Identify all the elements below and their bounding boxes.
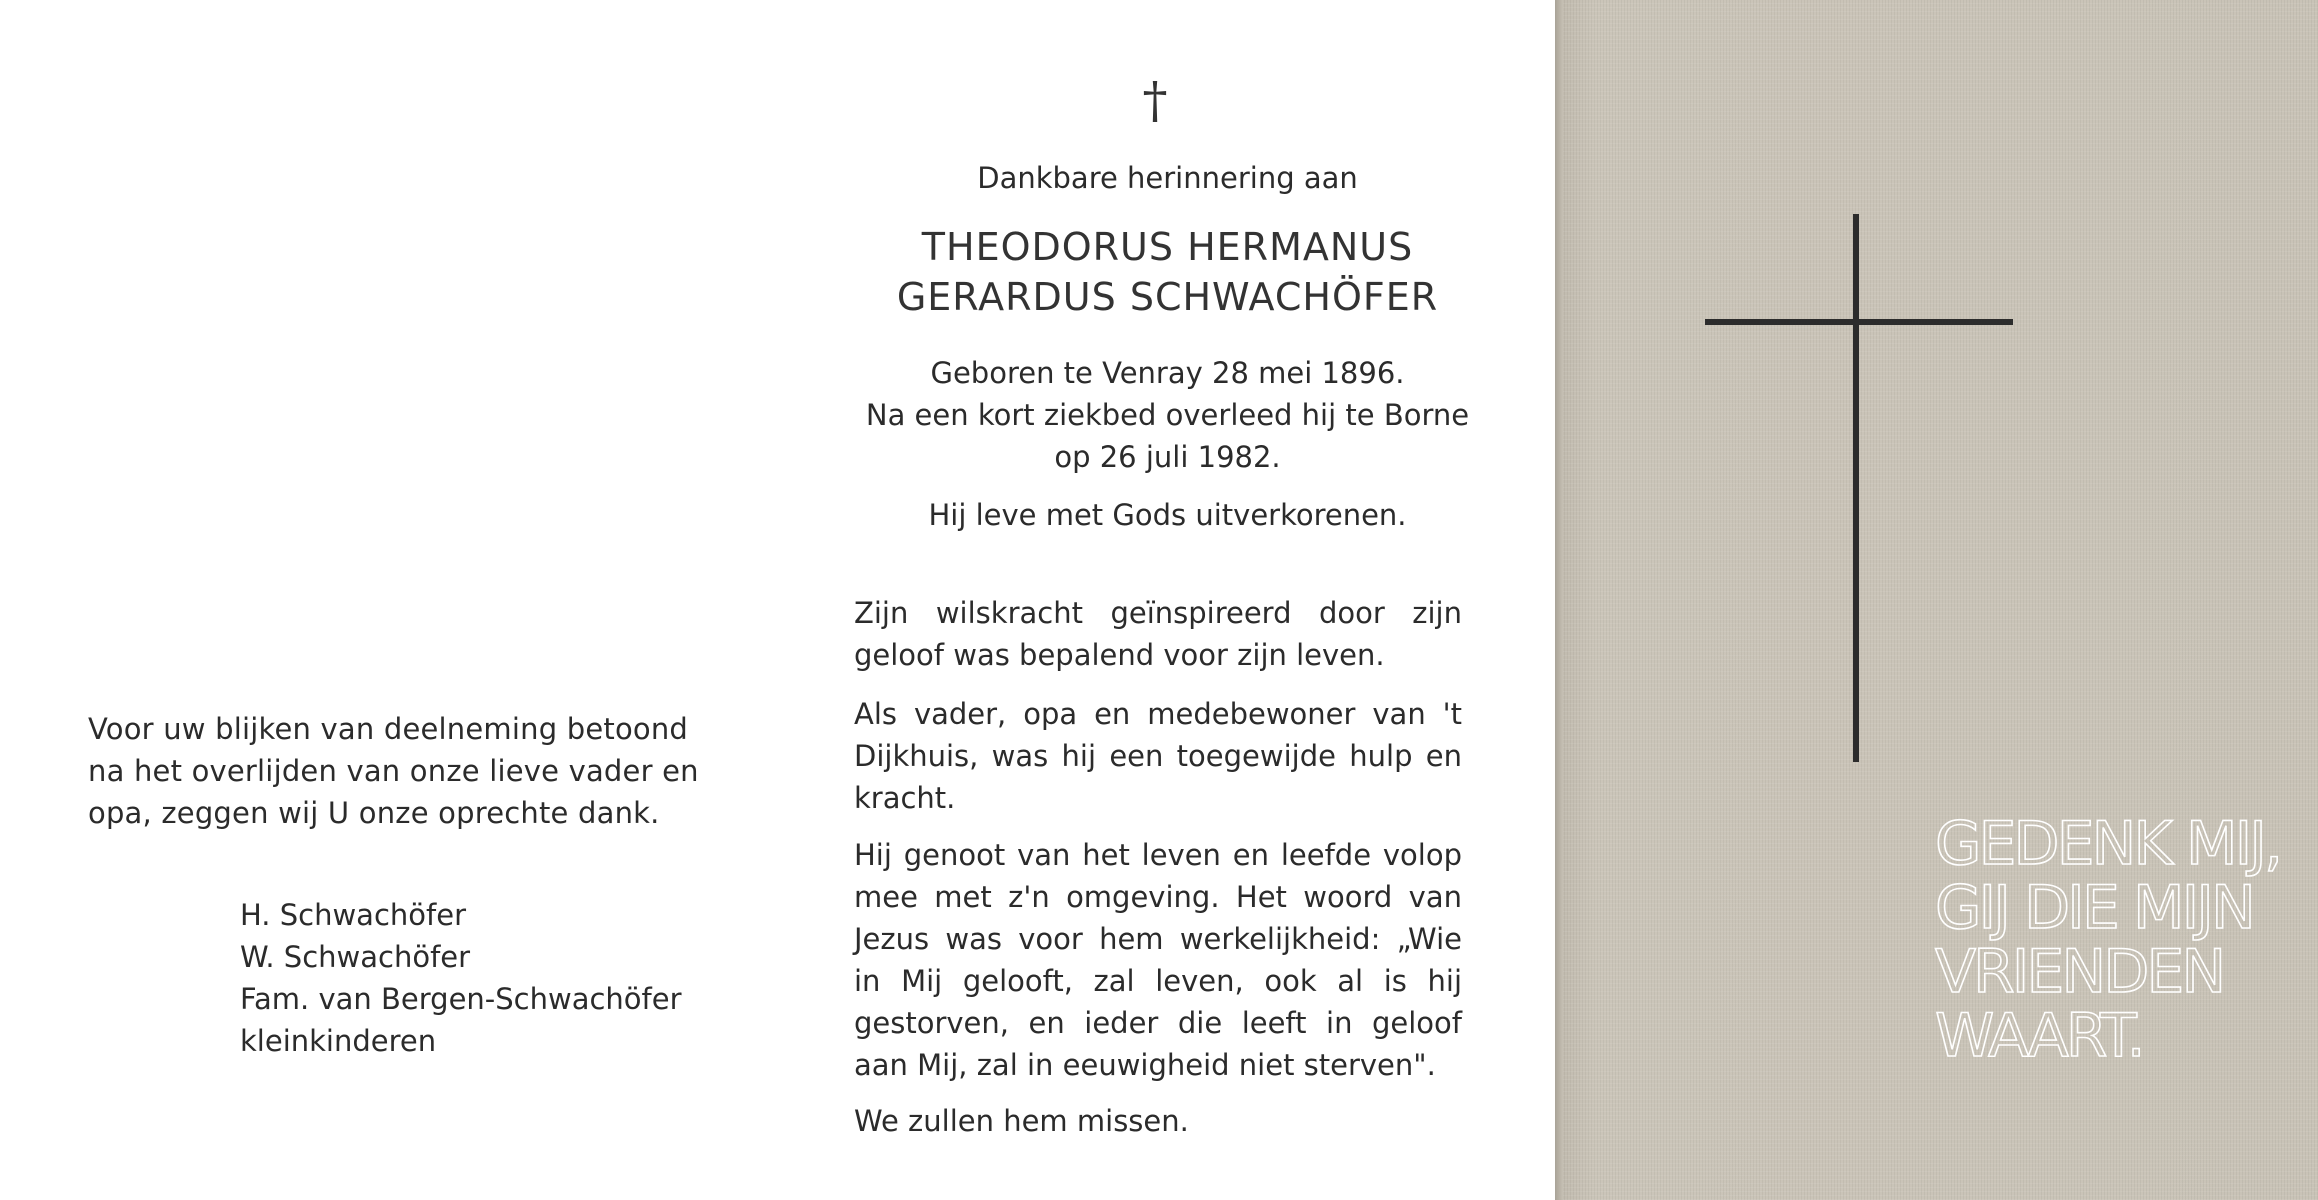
cover-motto (1935, 809, 2305, 1071)
signatory: Fam. van Bergen-Schwachöfer (240, 982, 682, 1016)
cross-icon (1853, 214, 1859, 762)
left-panel (0, 0, 780, 1200)
signatory: W. Schwachöfer (240, 940, 471, 974)
motto-line: WAART. (1935, 1001, 2143, 1071)
paragraph: Hij genoot van het leven en leefde volop mee met z'n omgeving. Het woord van Jezus was voor hem werkelijkheid: „Wie in Mij gelooft, zal leven, ook al is hij gestorven, en ieder die leeft in geloof aan Mij, zal in eeuwigheid niet sterven". (854, 838, 1462, 1082)
life-dates (780, 352, 1555, 478)
deceased-name (780, 222, 1555, 322)
death-line: Na een kort ziekbed overleed hij te Borne (865, 398, 1470, 432)
cover-fold-edge (1555, 0, 1563, 1200)
paragraph: Als vader, opa en medebewoner van 't Dijkhuis, was hij een toegewijde hulp en kracht. (854, 697, 1462, 815)
middle-panel (780, 0, 1555, 1200)
signatory: H. Schwachöfer (240, 898, 466, 932)
blessing-text: Hij leve met Gods uitverkorenen. (928, 498, 1407, 532)
birth-line: Geboren te Venray 28 mei 1896. (930, 356, 1405, 390)
cover-panel (1555, 0, 2318, 1200)
name-line-1: THEODORUS HERMANUS (921, 225, 1414, 269)
signatories-list (240, 894, 682, 1062)
motto-line: GEDENK MIJ, (1935, 809, 2281, 879)
death-date-line: op 26 juli 1982. (1054, 440, 1281, 474)
signatory: kleinkinderen (240, 1024, 437, 1058)
cross-icon-bar (1705, 319, 2013, 325)
paragraph: Zijn wilskracht geïnspireerd door zijn geloof was bepalend voor zijn leven. (854, 596, 1462, 672)
motto-line: VRIENDEN (1935, 937, 2224, 1007)
name-line-2: GERARDUS SCHWACHÖFER (896, 275, 1439, 319)
closing-line: We zullen hem missen. (854, 1104, 1189, 1138)
motto-line: GIJ DIE MIJN (1935, 873, 2253, 943)
dagger-cross-icon: † (1142, 71, 1168, 129)
thanks-text: Voor uw blijken van deelneming betoond na het overlijden van onze lieve vader en opa, zeggen wij U onze oprechte dank. (88, 712, 699, 830)
intro-text: Dankbare herinnering aan (977, 161, 1358, 195)
